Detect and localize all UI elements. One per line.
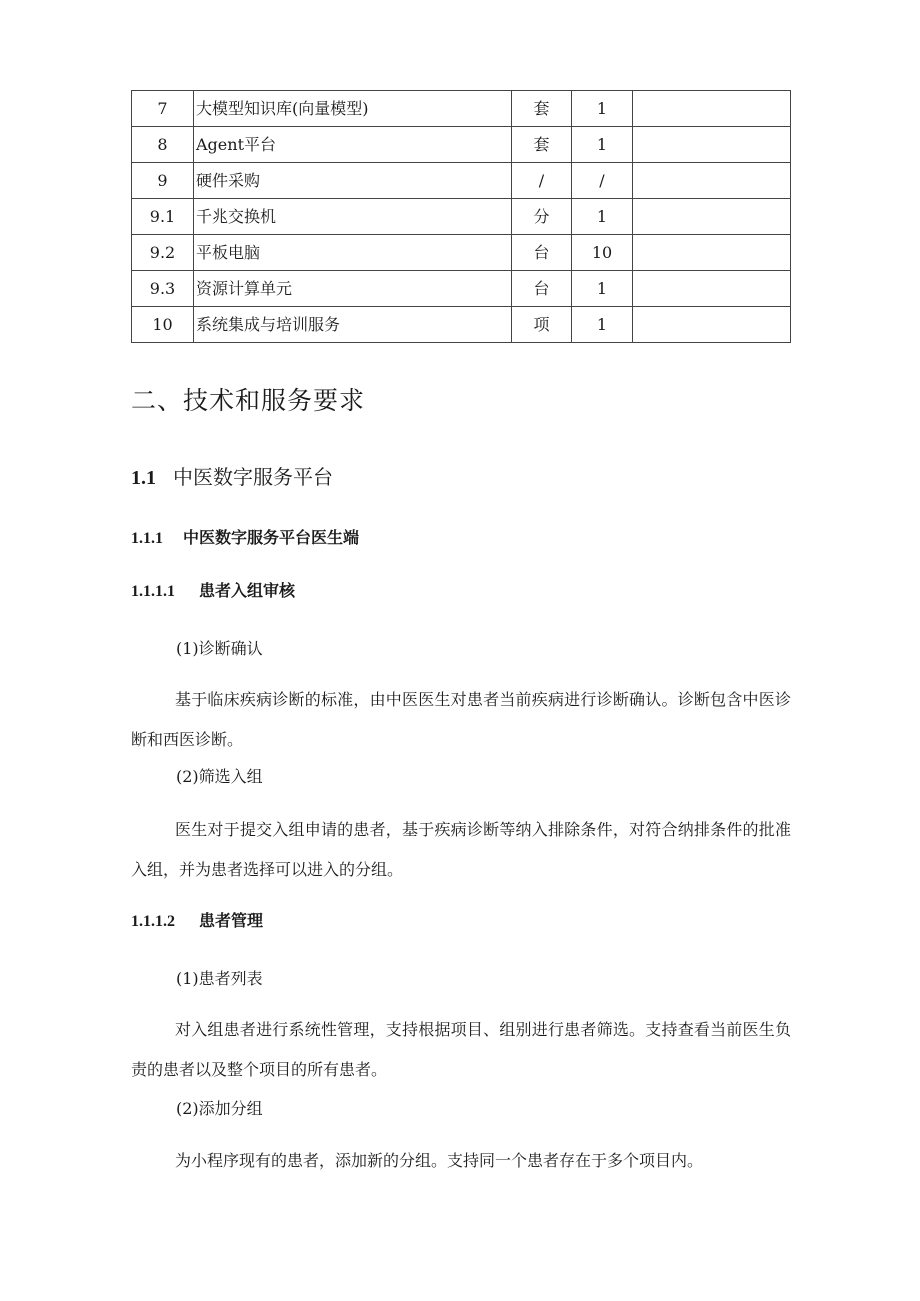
cell-quantity: /: [572, 163, 633, 199]
cell-quantity: 1: [572, 199, 633, 235]
cell-unit: 台: [512, 235, 572, 271]
cell-unit: 套: [512, 127, 572, 163]
cell-remark: [633, 235, 791, 271]
cell-item-name: 硬件采购: [194, 163, 512, 199]
cell-item-name: 系统集成与培训服务: [194, 307, 512, 343]
heading-1-1-1-1: [131, 580, 295, 603]
heading-1-1: [131, 463, 333, 492]
cell-number: 8: [132, 127, 194, 163]
cell-unit: 项: [512, 307, 572, 343]
table-row: [132, 163, 791, 199]
paragraph-diagnosis-confirm: 基于临床疾病诊断的标准，由中医医生对患者当前疾病进行诊断确认。诊断包含中医诊断和西医诊断。: [131, 690, 791, 749]
cell-unit: /: [512, 163, 572, 199]
cell-remark: [633, 307, 791, 343]
table-row: [132, 199, 791, 235]
cell-number: 10: [132, 307, 194, 343]
table-body: [132, 91, 791, 343]
cell-remark: [633, 271, 791, 307]
cell-quantity: 1: [572, 271, 633, 307]
paragraph-patient-list: 对入组患者进行系统性管理，支持根据项目、组别进行患者筛选。支持查看当前医生负责的患者以及整个项目的所有患者。: [131, 1020, 791, 1079]
heading-1-1-title: 中医数字服务平台: [173, 465, 333, 489]
cell-item-name: 大模型知识库(向量模型): [194, 91, 512, 127]
table-row: [132, 91, 791, 127]
subheading-add-group: (2)添加分组: [176, 1099, 263, 1118]
cell-quantity: 1: [572, 91, 633, 127]
cell-remark: [633, 199, 791, 235]
cell-remark: [633, 163, 791, 199]
cell-item-name: Agent平台: [194, 127, 512, 163]
subheading-patient-list: (1)患者列表: [176, 969, 263, 988]
heading-1-1-1: [131, 527, 359, 550]
heading-1-1-1-title: 中医数字服务平台医生端: [183, 528, 360, 547]
procurement-table: [131, 90, 791, 343]
cell-unit: 套: [512, 91, 572, 127]
heading-1-1-1-1-number: 1.1.1.1: [131, 583, 175, 600]
table-row: [132, 235, 791, 271]
heading-1-1-1-2-number: 1.1.1.2: [131, 913, 175, 930]
cell-item-name: 平板电脑: [194, 235, 512, 271]
table-row: [132, 307, 791, 343]
cell-number: 9: [132, 163, 194, 199]
heading-1-1-1-2: [131, 910, 263, 933]
cell-item-name: 千兆交换机: [194, 199, 512, 235]
cell-number: 7: [132, 91, 194, 127]
cell-quantity: 1: [572, 127, 633, 163]
cell-number: 9.1: [132, 199, 194, 235]
heading-1-1-1-1-title: 患者入组审核: [199, 581, 296, 600]
heading-1-1-number: 1.1: [131, 467, 156, 489]
cell-unit: 分: [512, 199, 572, 235]
paragraph-screening-enrollment: 医生对于提交入组申请的患者，基于疾病诊断等纳入排除条件，对符合纳排条件的批准入组，并为患者选择可以进入的分组。: [131, 820, 791, 879]
heading-1-1-1-2-title: 患者管理: [199, 911, 264, 930]
cell-item-name: 资源计算单元: [194, 271, 512, 307]
cell-remark: [633, 127, 791, 163]
subheading-diagnosis-confirm: (1)诊断确认: [176, 639, 263, 658]
cell-quantity: 1: [572, 307, 633, 343]
cell-unit: 台: [512, 271, 572, 307]
paragraph-add-group: 为小程序现有的患者，添加新的分组。支持同一个患者存在于多个项目内。: [175, 1151, 704, 1170]
subheading-screening-enrollment: (2)筛选入组: [176, 767, 263, 786]
cell-quantity: 10: [572, 235, 633, 271]
table-row: [132, 271, 791, 307]
table-row: [132, 127, 791, 163]
heading-1-1-1-number: 1.1.1: [131, 530, 163, 547]
section-heading: 二、技术和服务要求: [131, 386, 366, 415]
cell-remark: [633, 91, 791, 127]
cell-number: 9.3: [132, 271, 194, 307]
cell-number: 9.2: [132, 235, 194, 271]
